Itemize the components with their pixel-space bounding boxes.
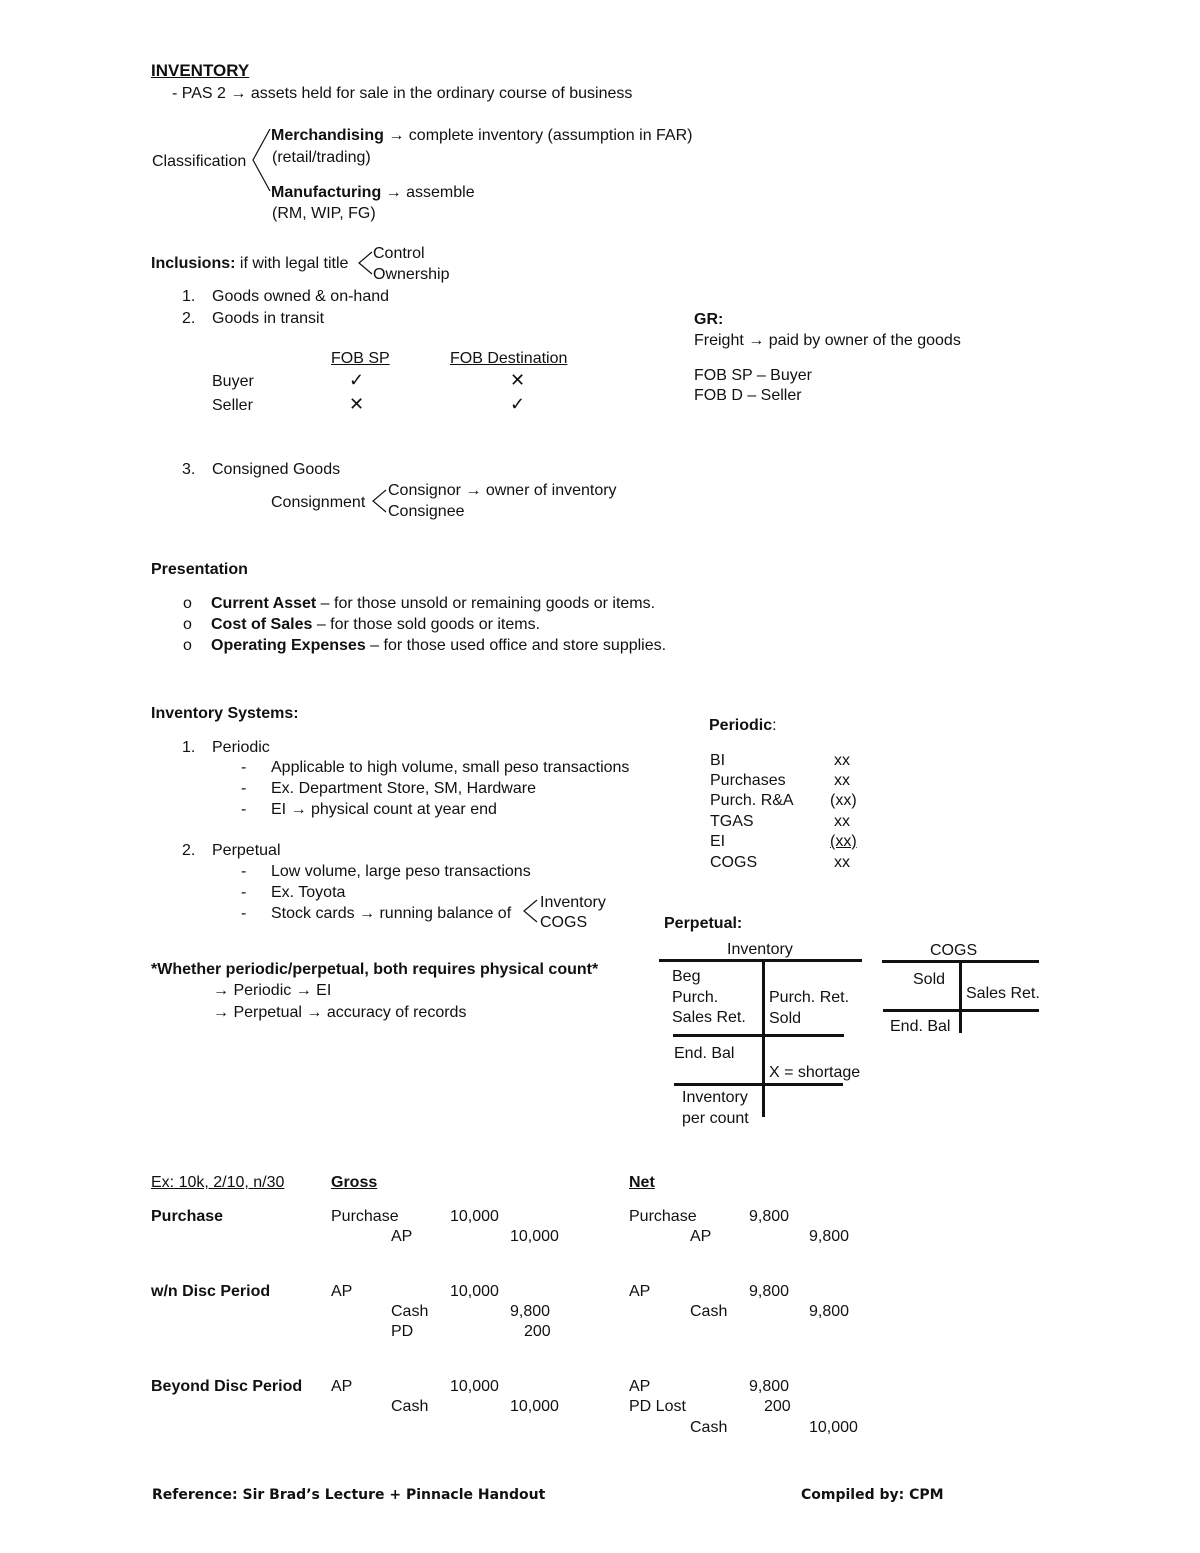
inventory-debit: Purch. (672, 989, 719, 1006)
manufacturing-sub: (RM, WIP, FG) (272, 205, 376, 222)
beyond-discount-row-label: Beyond Disc Period (151, 1378, 303, 1395)
periodic-row-value: (xx) (830, 792, 857, 809)
entry-account: PD (391, 1323, 414, 1340)
stock-cogs: COGS (540, 914, 588, 931)
presentation-heading: Presentation (151, 561, 248, 578)
periodic-row-value: xx (834, 752, 850, 769)
physical-count-note: *Whether periodic/perpetual, both requires physical count* (151, 961, 599, 978)
entry-amount: 10,000 (450, 1283, 499, 1300)
bullet: o (183, 637, 192, 654)
buyer-label: Buyer (212, 373, 254, 390)
merchandising-term: Merchandising (271, 127, 384, 144)
inventory-per-count: Inventory (682, 1089, 748, 1106)
periodic-row-label: TGAS (710, 813, 754, 830)
dash: - (241, 863, 247, 880)
inventory-account-title: Inventory (727, 941, 793, 958)
seller-fob-sp-cross-icon: ✕ (349, 394, 365, 414)
item-number: 3. (182, 461, 196, 478)
perpetual-box-label: Perpetual: (664, 915, 743, 932)
entry-amount: 10,000 (510, 1228, 559, 1245)
within-discount-row-label: w/n Disc Period (151, 1283, 271, 1300)
periodic-row-label: BI (710, 752, 726, 769)
inventory-balance-line (673, 1034, 844, 1037)
entry-account: AP (331, 1378, 353, 1395)
manufacturing-desc: → assemble (385, 184, 475, 201)
periodic-item: Ex. Department Store, SM, Hardware (271, 780, 536, 797)
fob-sp-header: FOB SP (331, 350, 390, 367)
entry-account: Cash (391, 1303, 429, 1320)
item-number: 2. (182, 842, 196, 859)
operating-expenses-term: Operating Expenses (211, 637, 366, 654)
perpetual-item: Stock cards → running balance of (271, 905, 512, 922)
seller-label: Seller (212, 397, 253, 414)
goods-owned: Goods owned & on-hand (212, 288, 390, 305)
manufacturing-term: Manufacturing (271, 184, 382, 201)
inventory-t-top-line (659, 959, 862, 962)
inclusions-control: Control (373, 245, 425, 262)
perpetual-item: Low volume, large peso transactions (271, 863, 531, 880)
inclusions-ownership: Ownership (373, 266, 450, 283)
periodic-row-value: xx (834, 854, 850, 871)
cost-of-sales-desc: – for those sold goods or items. (316, 616, 541, 633)
bullet: o (183, 616, 192, 633)
consignment-brace (371, 488, 389, 516)
cogs-end-balance: End. Bal (890, 1018, 951, 1035)
note-perpetual: → Perpetual → accuracy of records (213, 1004, 467, 1021)
merchandising-sub: (retail/trading) (272, 149, 371, 166)
dash: - (241, 801, 247, 818)
footer-compiled-by: Compiled by: CPM (801, 1487, 944, 1503)
periodic-row-value: xx (834, 772, 850, 789)
entry-amount: 9,800 (809, 1228, 850, 1245)
inventory-debit: Sales Ret. (672, 1009, 746, 1026)
merchandising-desc: → complete inventory (assumption in FAR) (388, 127, 693, 144)
cogs-t-vertical-line (959, 960, 962, 1033)
periodic-row-label: EI (710, 833, 726, 850)
inventory-credit: Sold (769, 1010, 802, 1027)
purchase-row-label: Purchase (151, 1208, 224, 1225)
gr-fob-d: FOB D – Seller (694, 387, 802, 404)
systems-heading: Inventory Systems: (151, 705, 299, 722)
periodic-row-value: (xx) (830, 833, 857, 850)
entry-account: AP (690, 1228, 712, 1245)
operating-expenses-desc: – for those used office and store supplies. (370, 637, 667, 654)
shortage-note: X = shortage (769, 1064, 861, 1081)
entry-amount: 9,800 (809, 1303, 850, 1320)
entry-account: AP (629, 1378, 651, 1395)
periodic-row-value: xx (834, 813, 850, 830)
inventory-end-balance: End. Bal (674, 1045, 735, 1062)
gross-method-header: Gross (331, 1174, 378, 1191)
perpetual-item: Ex. Toyota (271, 884, 346, 901)
entry-account: AP (391, 1228, 413, 1245)
entry-account: Purchase (331, 1208, 399, 1225)
entry-amount: 10,000 (809, 1419, 858, 1436)
cogs-balance-line (883, 1009, 1039, 1012)
entry-amount: 9,800 (749, 1283, 790, 1300)
periodic-row-label: Purchases (710, 772, 786, 789)
cogs-credit: Sales Ret. (966, 985, 1040, 1002)
entry-account: PD Lost (629, 1398, 686, 1415)
entry-account: AP (629, 1283, 651, 1300)
periodic-title: Periodic (212, 739, 270, 756)
goods-in-transit: Goods in transit (212, 310, 325, 327)
buyer-fob-dest-cross-icon: ✕ (510, 370, 526, 390)
entry-account: Purchase (629, 1208, 697, 1225)
fob-destination-header: FOB Destination (450, 350, 568, 367)
classification-label: Classification (152, 153, 247, 170)
entry-amount: 9,800 (510, 1303, 551, 1320)
periodic-item: EI → physical count at year end (271, 801, 497, 818)
stock-inventory: Inventory (540, 894, 606, 911)
cogs-debit: Sold (913, 971, 946, 988)
dash: - (241, 780, 247, 797)
note-periodic: → Periodic → EI (213, 982, 332, 999)
consigned-goods: Consigned Goods (212, 461, 341, 478)
inventory-debit: Beg (672, 968, 701, 985)
footer-reference: Reference: Sir Brad’s Lecture + Pinnacle Handout (152, 1487, 546, 1503)
net-method-header: Net (629, 1174, 655, 1191)
entry-account: AP (331, 1283, 353, 1300)
inventory-per-count: per count (682, 1110, 749, 1127)
inventory-count-line (674, 1083, 843, 1086)
entry-amount: 9,800 (749, 1208, 790, 1225)
entry-amount: 10,000 (450, 1378, 499, 1395)
entry-amount: 9,800 (749, 1378, 790, 1395)
inventory-credit: Purch. Ret. (769, 989, 850, 1006)
item-number: 1. (182, 288, 196, 305)
periodic-row-label: COGS (710, 854, 758, 871)
entry-account: Cash (690, 1419, 728, 1436)
current-asset-term: Current Asset (211, 595, 317, 612)
entry-account: Cash (391, 1398, 429, 1415)
dash: - (241, 884, 247, 901)
consignment-label: Consignment (271, 494, 366, 511)
buyer-fob-sp-check-icon: ✓ (349, 370, 365, 390)
page-title: INVENTORY (151, 61, 250, 80)
seller-fob-dest-check-icon: ✓ (510, 394, 526, 414)
cost-of-sales-term: Cost of Sales (211, 616, 313, 633)
definition: - PAS 2 → assets held for sale in the ordinary course of business (172, 85, 633, 102)
current-asset-desc: – for those unsold or remaining goods or items. (320, 595, 656, 612)
gr-freight: Freight → paid by owner of the goods (694, 332, 961, 349)
periodic-box-label: Periodic (709, 717, 773, 734)
gr-label: GR: (694, 311, 724, 328)
item-number: 2. (182, 310, 196, 327)
cogs-account-title: COGS (930, 942, 978, 959)
dash: - (241, 905, 247, 922)
dash: - (241, 759, 247, 776)
gr-fob-sp: FOB SP – Buyer (694, 367, 812, 384)
consignor: Consignor → owner of inventory (388, 482, 617, 499)
perpetual-title: Perpetual (212, 842, 281, 859)
entry-amount: 10,000 (510, 1398, 559, 1415)
stock-cards-brace (522, 898, 540, 926)
periodic-box-colon: : (772, 717, 777, 734)
entry-amount: 10,000 (450, 1208, 499, 1225)
item-number: 1. (182, 739, 196, 756)
inventory-t-vertical-line (762, 959, 765, 1117)
example-title: Ex: 10k, 2/10, n/30 (151, 1174, 285, 1191)
entry-account: Cash (690, 1303, 728, 1320)
periodic-row-label: Purch. R&A (710, 792, 794, 809)
entry-amount: 200 (524, 1323, 551, 1340)
entry-amount: 200 (764, 1398, 791, 1415)
periodic-item: Applicable to high volume, small peso transactions (271, 759, 630, 776)
bullet: o (183, 595, 192, 612)
consignee: Consignee (388, 503, 465, 520)
inclusions-label: Inclusions: (151, 255, 236, 272)
inclusions-text: if with legal title (239, 255, 349, 272)
